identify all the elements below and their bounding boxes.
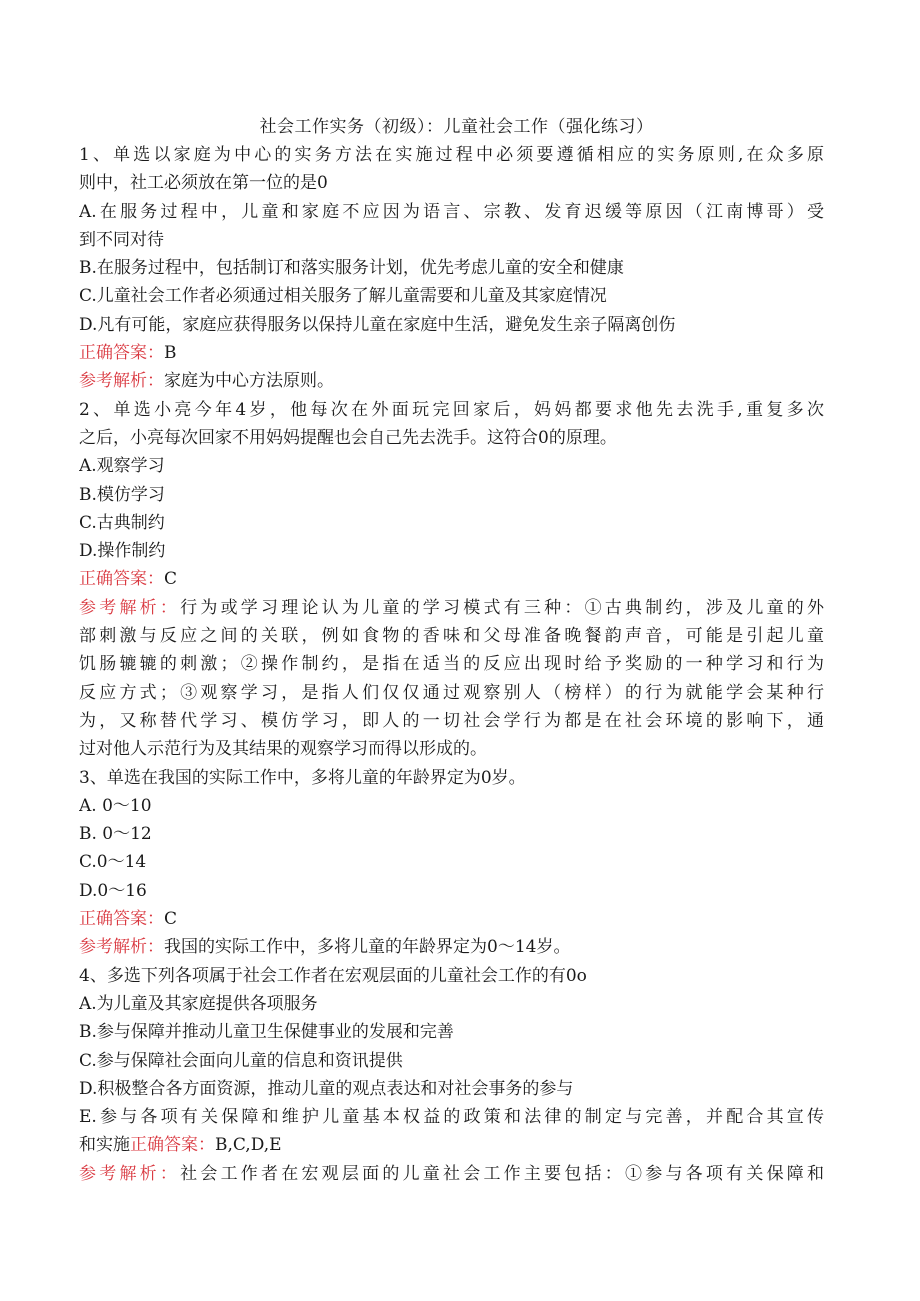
- option-line: B. 0～12: [79, 824, 152, 845]
- document-title: 社会工作实务（初级）：儿童社会工作（强化练习）: [259, 117, 654, 137]
- analysis-line: [79, 367, 824, 395]
- option-line: C.0～14: [79, 852, 147, 873]
- option-line: D.操作制约: [79, 541, 166, 562]
- option-line: D.积极整合各方面资源，推动儿童的观点表达和对社会事务的参与: [79, 1078, 574, 1099]
- option-line: A. 0～10: [79, 795, 152, 816]
- answer-line: [79, 565, 824, 593]
- analysis-text: 行为或学习理论认为儿童的学习模式有三种：①古典制约，涉及儿童的外: [180, 597, 824, 618]
- option-tail: 和实施: [79, 1135, 130, 1156]
- question-stem: 1、单选以家庭为中心的实务方法在实施过程中必须要遵循相应的实务原则,在众多原: [79, 145, 824, 165]
- answer-line: [79, 905, 824, 933]
- question-stem: 则中，社工必须放在第一位的是0: [79, 173, 328, 194]
- option-line: D.0～16: [79, 880, 147, 901]
- option-line: C.古典制约: [79, 512, 165, 533]
- analysis-line: [79, 1160, 824, 1188]
- answer-label: 正确答案：: [130, 1135, 215, 1156]
- analysis-line: 部刺激与反应之间的关联，例如食物的香味和父母准备晚餐韵声音，可能是引起儿童: [79, 626, 824, 647]
- analysis-line: [79, 933, 824, 961]
- analysis-line: 过对他人示范行为及其结果的观察学习而得以形成的。: [79, 739, 487, 760]
- analysis-line: 饥肠辘辘的刺激；②操作制约，是指在适当的反应出现时给予奖励的一种学习和行为: [79, 654, 824, 675]
- analysis-text: 家庭为中心方法原则。: [164, 371, 334, 392]
- document-page: [79, 113, 824, 1188]
- question-stem: 4、多选下列各项属于社会工作者在宏观层面的儿童社会工作的有0o: [79, 965, 587, 986]
- option-line: C.儿童社会工作者必须通过相关服务了解儿童需要和儿童及其家庭情况: [79, 286, 607, 307]
- analysis-line: [79, 594, 824, 622]
- answer-line: [79, 339, 824, 367]
- analysis-label: 参考解析：: [79, 371, 164, 392]
- option-line: A.在服务过程中，儿童和家庭不应因为语言、宗教、发育迟缓等原因（江南博哥）受: [79, 201, 824, 222]
- answer-value: B: [164, 343, 177, 364]
- question-stem: 3、单选在我国的实际工作中，多将儿童的年龄界定为0岁。: [79, 767, 526, 788]
- analysis-text: 我国的实际工作中，多将儿童的年龄界定为0～14岁。: [164, 937, 571, 958]
- option-line: B.参与保障并推动儿童卫生保健事业的发展和完善: [79, 1022, 454, 1043]
- answer-value: C: [164, 569, 178, 590]
- answer-line: [79, 1131, 824, 1159]
- analysis-text: 社会工作者在宏观层面的儿童社会工作主要包括：①参与各项有关保障和: [180, 1163, 824, 1184]
- answer-value: B,C,D,E: [215, 1135, 282, 1156]
- option-line: D.凡有可能，家庭应获得服务以保持儿童在家庭中生活，避免发生亲子隔离创伤: [79, 314, 676, 335]
- option-line: A.为儿童及其家庭提供各项服务: [79, 993, 318, 1014]
- analysis-label: 参考解析：: [79, 597, 181, 618]
- option-line: B.在服务过程中，包括制订和落实服务计划，优先考虑儿童的安全和健康: [79, 258, 624, 279]
- option-line: E.参与各项有关保障和维护儿童基本权益的政策和法律的制定与完善，并配合其宣传: [79, 1107, 824, 1128]
- analysis-line: 为，又称替代学习、模仿学习，即人的一切社会学行为都是在社会环境的影响下，通: [79, 710, 824, 731]
- analysis-line: 反应方式；③观察学习，是指人们仅仅通过观察别人（榜样）的行为就能学会某种行: [79, 682, 824, 703]
- answer-label: 正确答案：: [79, 343, 164, 364]
- question-3: [79, 764, 824, 962]
- option-line: C.参与保障社会面向儿童的信息和资讯提供: [79, 1050, 403, 1071]
- question-stem: 2、单选小亮今年4岁，他每次在外面玩完回家后，妈妈都要求他先去洗手,重复多次: [79, 399, 824, 420]
- question-2: [79, 396, 824, 764]
- option-line: B.模仿学习: [79, 484, 165, 505]
- option-line: 到不同对待: [79, 229, 164, 250]
- analysis-label: 参考解析：: [79, 937, 164, 958]
- question-1: [79, 141, 824, 396]
- answer-label: 正确答案：: [79, 909, 164, 930]
- analysis-label: 参考解析：: [79, 1163, 181, 1184]
- option-line: A.观察学习: [79, 456, 165, 477]
- answer-label: 正确答案：: [79, 569, 164, 590]
- question-stem: 之后，小亮每次回家不用妈妈提醒也会自己先去洗手。这符合0的原理。: [79, 427, 617, 448]
- answer-value: C: [164, 909, 178, 930]
- question-4: [79, 962, 824, 1188]
